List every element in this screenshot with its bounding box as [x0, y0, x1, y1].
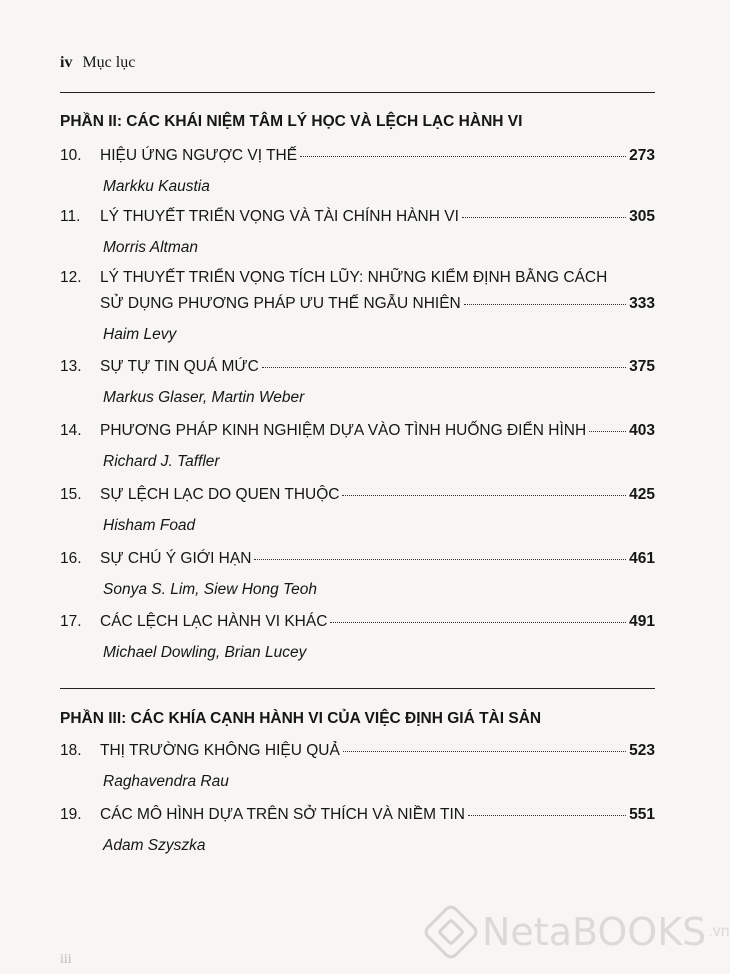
- entry-title: THỊ TRƯỜNG KHÔNG HIỆU QUẢ: [100, 742, 340, 759]
- entry-author: Markus Glaser, Martin Weber: [103, 389, 305, 406]
- entry-author: Markku Kaustia: [103, 178, 210, 195]
- header-rule: [60, 92, 655, 93]
- entry-page: 305: [629, 208, 655, 225]
- part-2-title: PHẦN II: CÁC KHÁI NIỆM TÂM LÝ HỌC VÀ LỆCH LẠC HÀNH VI: [60, 113, 523, 130]
- entry-number: 19.: [60, 806, 82, 823]
- watermark: [430, 910, 730, 954]
- entry-page: 333: [629, 295, 655, 312]
- entry-title-line-2: SỬ DỤNG PHƯƠNG PHÁP ƯU THẾ NGẪU NHIÊN: [100, 295, 461, 312]
- dot-leader: [342, 495, 626, 496]
- running-head: [60, 54, 135, 72]
- toc-entry-18[interactable]: [60, 742, 655, 791]
- entry-title: LÝ THUYẾT TRIỂN VỌNG VÀ TÀI CHÍNH HÀNH VI: [100, 208, 459, 225]
- toc-entry-19[interactable]: [60, 806, 655, 855]
- bleed-through-folio: iii: [60, 952, 72, 967]
- entry-author: Hisham Foad: [103, 517, 196, 534]
- toc-entry-16[interactable]: [60, 550, 655, 599]
- dot-leader: [462, 217, 626, 218]
- entry-title: HIỆU ỨNG NGƯỢC VỊ THẾ: [100, 147, 298, 164]
- toc-entry-17[interactable]: [60, 613, 655, 662]
- entry-number: 15.: [60, 486, 82, 503]
- toc-entry-14[interactable]: [60, 422, 655, 471]
- entry-page: 273: [629, 147, 655, 164]
- entry-number: 17.: [60, 613, 82, 630]
- dot-leader: [262, 367, 626, 368]
- dot-leader: [343, 751, 626, 752]
- dot-leader: [254, 559, 626, 560]
- entry-author: Morris Altman: [103, 239, 199, 256]
- entry-author: Adam Szyszka: [103, 837, 206, 854]
- entry-page: 403: [629, 422, 655, 439]
- entry-author: Haim Levy: [103, 326, 177, 343]
- entry-number: 13.: [60, 358, 82, 375]
- entry-page: 523: [629, 742, 655, 759]
- part-3-title: PHẦN III: CÁC KHÍA CẠNH HÀNH VI CỦA VIỆC ĐỊNH GIÁ TÀI SẢN: [60, 710, 542, 727]
- entry-author: Sonya S. Lim, Siew Hong Teoh: [103, 581, 317, 598]
- entry-page: 375: [629, 358, 655, 375]
- entry-number: 16.: [60, 550, 82, 567]
- entry-page: 425: [629, 486, 655, 503]
- watermark-brand: NetaBOOKS: [482, 910, 707, 954]
- running-head-label: Mục lục: [82, 54, 136, 71]
- entry-title: SỰ TỰ TIN QUÁ MỨC: [100, 358, 259, 375]
- entry-number: 10.: [60, 147, 82, 164]
- entry-author: Michael Dowling, Brian Lucey: [103, 644, 307, 661]
- entry-number: 18.: [60, 742, 82, 759]
- entry-number: 12.: [60, 269, 82, 286]
- dot-leader: [300, 156, 626, 157]
- entry-number: 14.: [60, 422, 82, 439]
- entry-author: Raghavendra Rau: [103, 773, 229, 790]
- toc-entry-13[interactable]: [60, 358, 655, 407]
- entry-author: Richard J. Taffler: [103, 453, 220, 470]
- dot-leader: [330, 622, 626, 623]
- entry-title: PHƯƠNG PHÁP KINH NGHIỆM DỰA VÀO TÌNH HUỐNG ĐIỂN HÌNH: [100, 422, 587, 439]
- netabooks-logo-icon: [421, 902, 480, 961]
- entry-page: 551: [629, 806, 655, 823]
- dot-leader: [589, 431, 626, 432]
- page-folio: iv: [60, 54, 73, 71]
- entry-number: 11.: [60, 208, 81, 225]
- entry-title-line-1: LÝ THUYẾT TRIỂN VỌNG TÍCH LŨY: NHỮNG KIỂM ĐỊNH BẰNG CÁCH: [100, 269, 608, 286]
- entry-title: SỰ CHÚ Ý GIỚI HẠN: [100, 550, 252, 567]
- toc-entry-10[interactable]: [60, 147, 655, 196]
- entry-title: SỰ LỆCH LẠC DO QUEN THUỘC: [100, 486, 340, 503]
- toc-entry-15[interactable]: [60, 486, 655, 535]
- section-rule: [60, 688, 655, 689]
- entry-page: 461: [629, 550, 655, 567]
- dot-leader: [464, 304, 626, 305]
- toc-entry-11[interactable]: [60, 208, 655, 257]
- dot-leader: [468, 815, 626, 816]
- watermark-domain: .vn: [708, 923, 730, 940]
- entry-title: CÁC MÔ HÌNH DỰA TRÊN SỞ THÍCH VÀ NIỀM TIN: [100, 806, 465, 823]
- entry-page: 491: [629, 613, 655, 630]
- toc-entry-12[interactable]: [60, 269, 655, 344]
- entry-title: CÁC LỆCH LẠC HÀNH VI KHÁC: [100, 613, 328, 630]
